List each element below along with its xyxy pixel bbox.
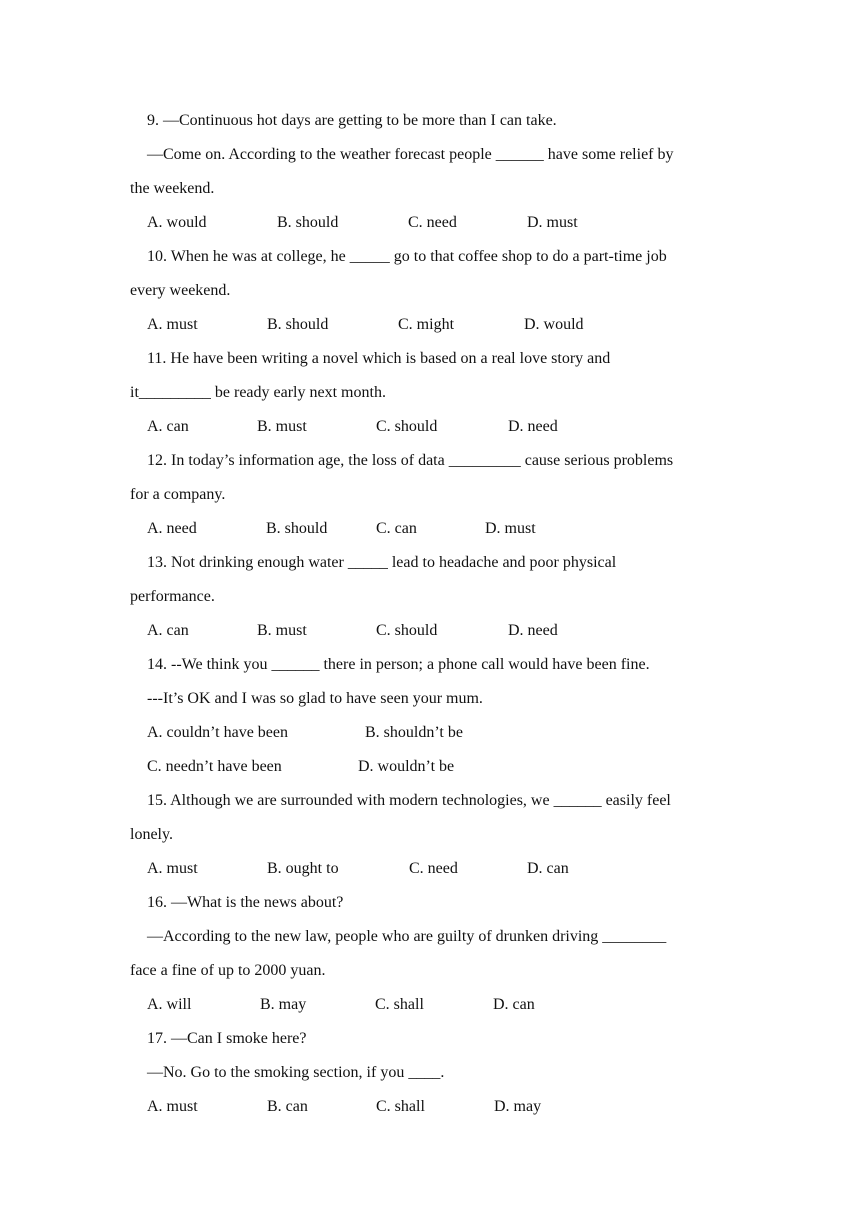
question-13-line-2: performance. (130, 588, 215, 605)
question-15-option-d: D. can (527, 860, 569, 877)
question-11-line-2: it_________ be ready early next month. (130, 384, 386, 401)
question-9-line-3: the weekend. (130, 180, 215, 197)
question-17-line-1: 17. —Can I smoke here? (147, 1030, 307, 1047)
question-12-option-b: B. should (266, 520, 328, 537)
question-15-option-a: A. must (147, 860, 198, 877)
question-10-option-a: A. must (147, 316, 198, 333)
question-17-option-b: B. can (267, 1098, 308, 1115)
question-16-option-d: D. can (493, 996, 535, 1013)
question-12-option-c: C. can (376, 520, 417, 537)
question-13-option-d: D. need (508, 622, 558, 639)
question-11-option-b: B. must (257, 418, 307, 435)
question-9-option-d: D. must (527, 214, 578, 231)
question-12-line-2: for a company. (130, 486, 226, 503)
question-16-line-2: —According to the new law, people who are guilty of drunken driving ________ (147, 928, 667, 945)
question-11-line-1: 11. He have been writing a novel which is based on a real love story and (147, 350, 611, 367)
question-13-option-a: A. can (147, 622, 189, 639)
question-14-line-2: ---It’s OK and I was so glad to have seen your mum. (147, 690, 483, 707)
question-15-option-c: C. need (409, 860, 458, 877)
question-16-option-c: C. shall (375, 996, 424, 1013)
question-16-option-b: B. may (260, 996, 307, 1013)
question-15-line-2: lonely. (130, 826, 173, 843)
question-9-option-a: A. would (147, 214, 207, 231)
question-9-line-2: —Come on. According to the weather forecast people ______ have some relief by (147, 146, 674, 163)
question-9-option-b: B. should (277, 214, 339, 231)
question-17-option-c: C. shall (376, 1098, 425, 1115)
question-10-line-2: every weekend. (130, 282, 231, 299)
question-11-option-a: A. can (147, 418, 189, 435)
question-11-option-c: C. should (376, 418, 438, 435)
question-14-option-b: B. shouldn’t be (365, 724, 463, 741)
question-11-option-d: D. need (508, 418, 558, 435)
question-16-line-1: 16. —What is the news about? (147, 894, 344, 911)
question-9-line-1: 9. —Continuous hot days are getting to be more than I can take. (147, 112, 557, 129)
question-14-option-c: C. needn’t have been (147, 758, 282, 775)
question-12-option-d: D. must (485, 520, 536, 537)
question-14-option-d: D. wouldn’t be (358, 758, 455, 775)
question-13-option-b: B. must (257, 622, 307, 639)
question-10-option-b: B. should (267, 316, 329, 333)
question-14-line-1: 14. --We think you ______ there in person; a phone call would have been fine. (147, 656, 650, 673)
question-15-line-1: 15. Although we are surrounded with modern technologies, we ______ easily feel (147, 792, 671, 809)
question-9-option-c: C. need (408, 214, 457, 231)
question-17-line-2: —No. Go to the smoking section, if you ____. (147, 1064, 445, 1081)
question-16-line-3: face a fine of up to 2000 yuan. (130, 962, 326, 979)
question-15-option-b: B. ought to (267, 860, 339, 877)
question-12-option-a: A. need (147, 520, 197, 537)
question-13-line-1: 13. Not drinking enough water _____ lead to headache and poor physical (147, 554, 617, 571)
question-17-option-d: D. may (494, 1098, 542, 1115)
question-16-option-a: A. will (147, 996, 192, 1013)
question-12-line-1: 12. In today’s information age, the loss of data _________ cause serious problems (147, 452, 674, 469)
question-10-option-d: D. would (524, 316, 584, 333)
question-17-option-a: A. must (147, 1098, 198, 1115)
question-13-option-c: C. should (376, 622, 438, 639)
question-10-option-c: C. might (398, 316, 455, 333)
question-10-line-1: 10. When he was at college, he _____ go to that coffee shop to do a part-time job (147, 248, 667, 265)
question-14-option-a: A. couldn’t have been (147, 724, 288, 741)
